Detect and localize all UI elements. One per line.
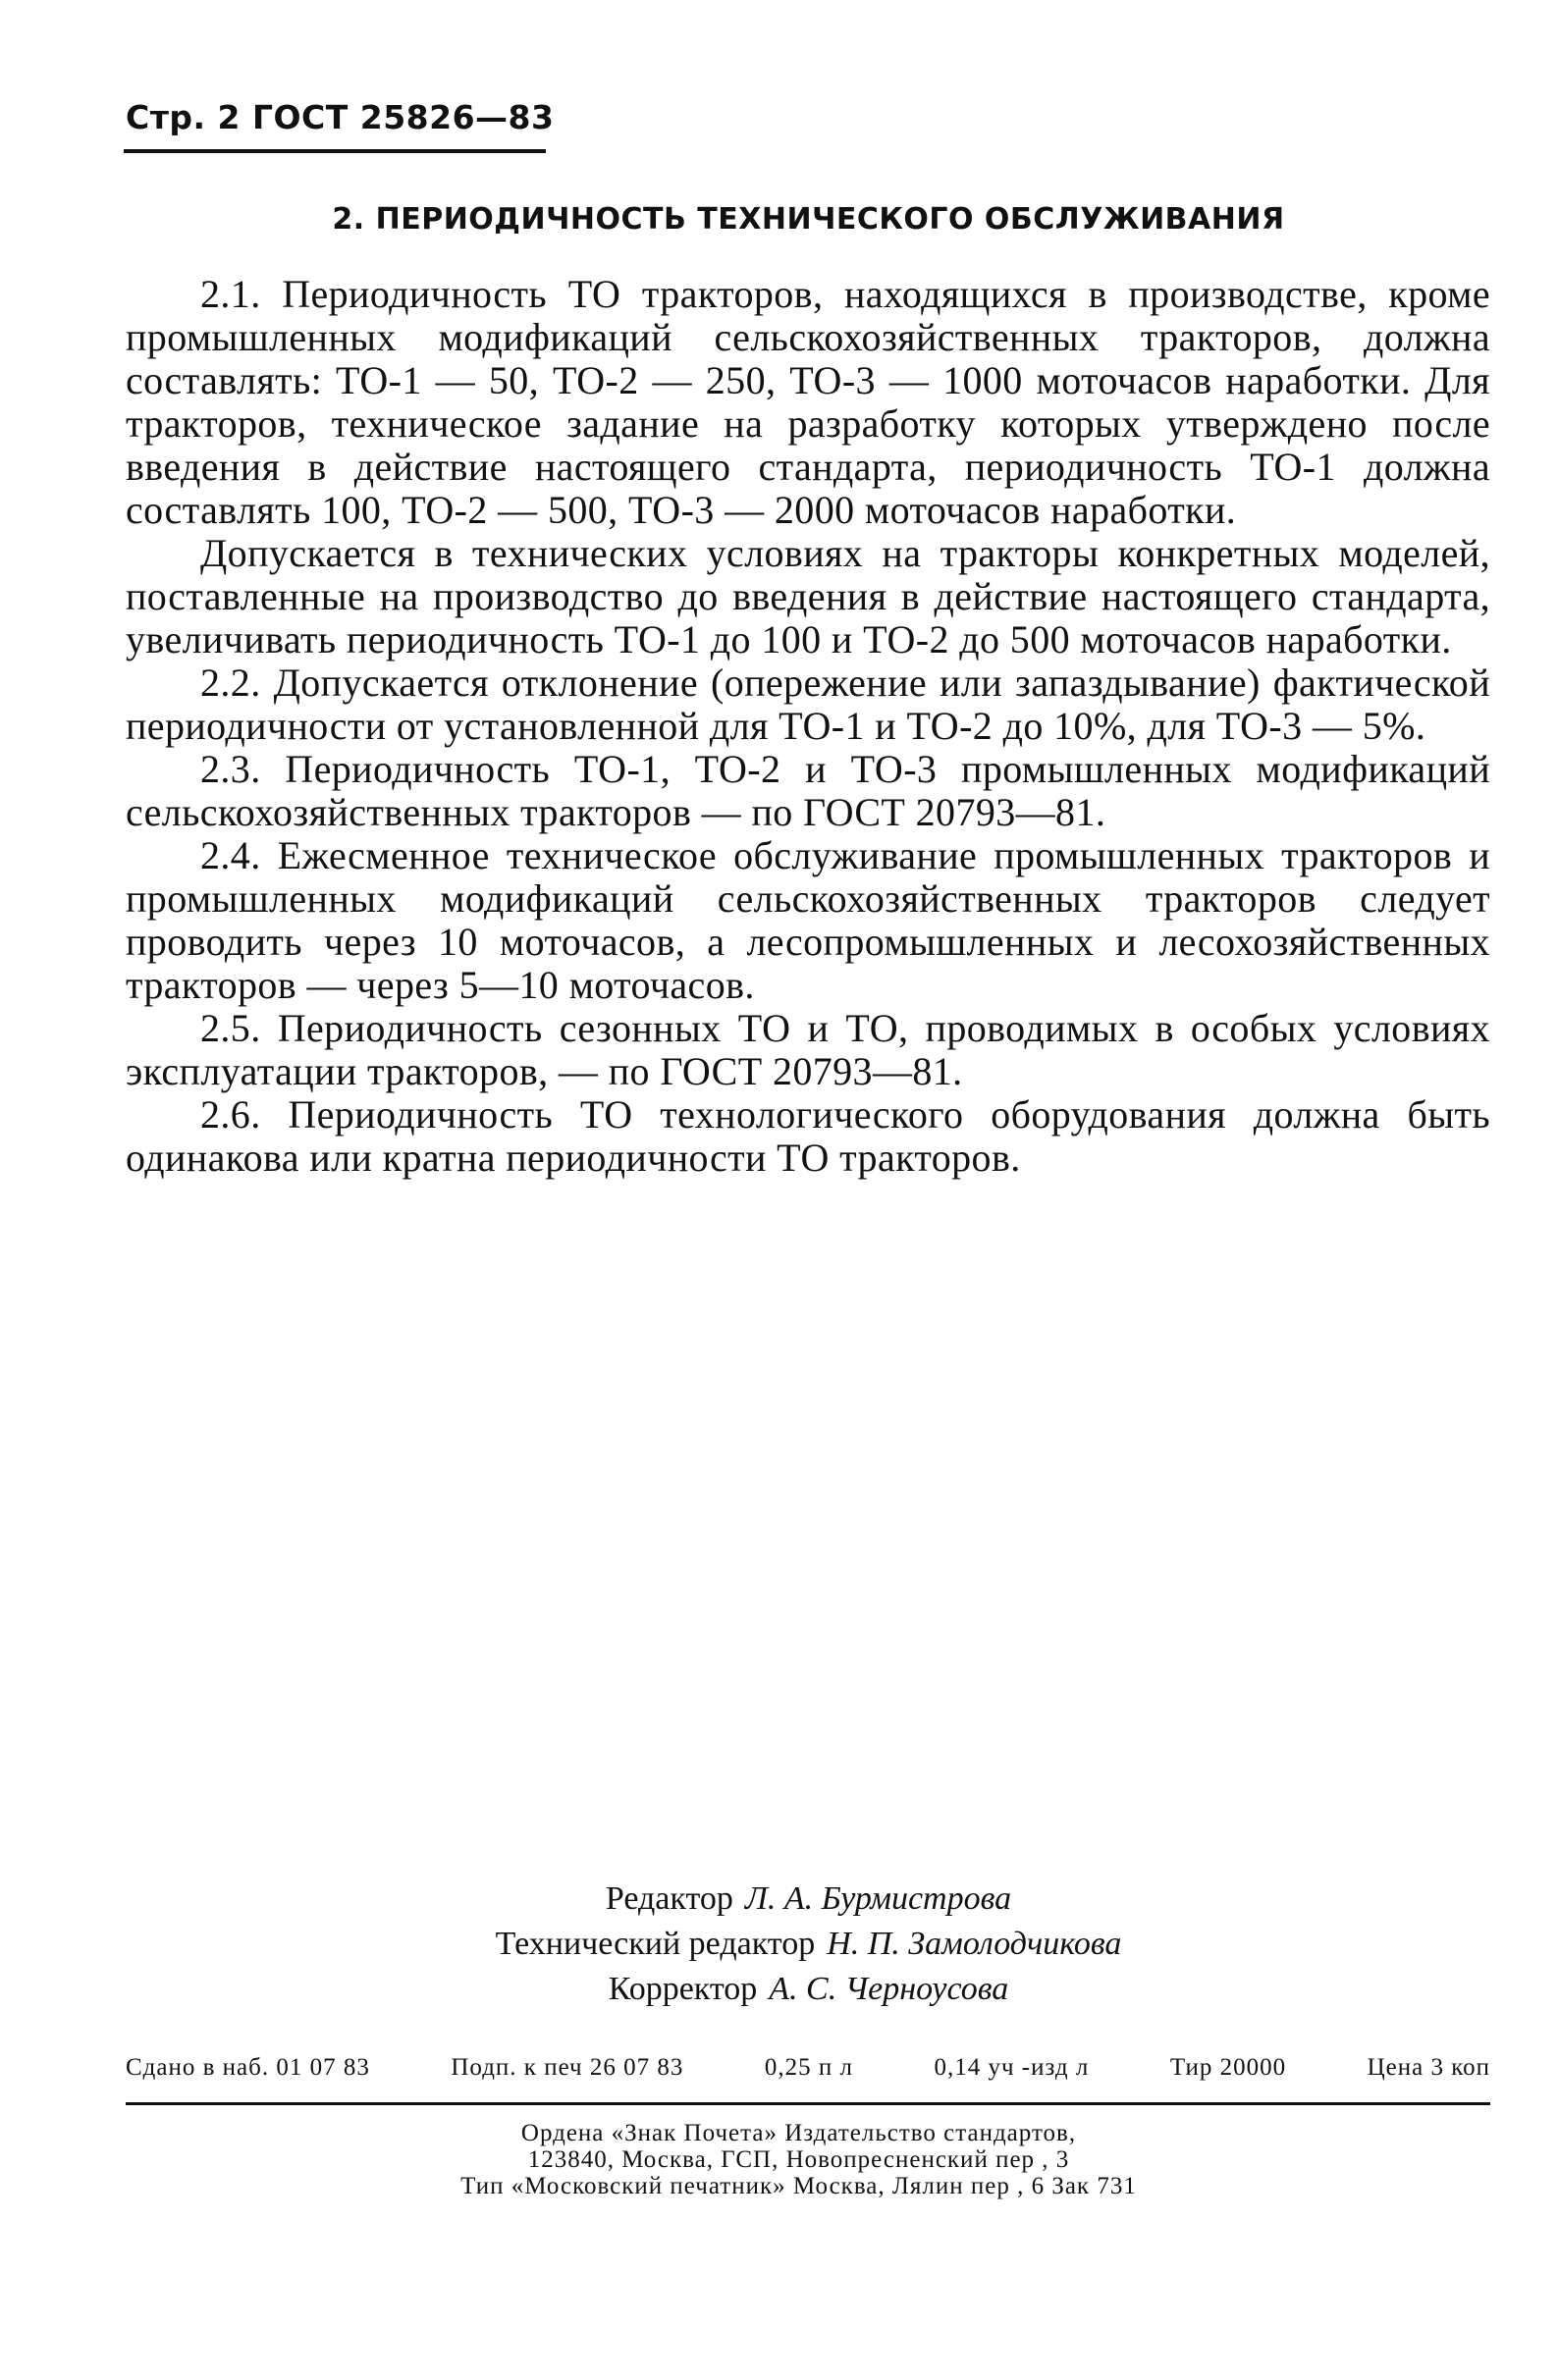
paragraph-2-5: 2.5. Периодичность сезонных ТО и ТО, проводимых в особых условиях эксплуатации тракторов, — по ГОСТ 20793—81.	[126, 1006, 1490, 1093]
imprint-sheets: 0,25 п л	[764, 2054, 853, 2081]
imprint-signed: Подп. к печ 26 07 83	[451, 2054, 684, 2081]
paragraph-2-2: 2.2. Допускается отклонение (опережение или запаздывание) фактической периодичности от установленной для ТО-1 и ТО-2 до 10%, для ТО-3 — 5%.	[126, 661, 1490, 748]
body-text	[126, 273, 1490, 1180]
credit-role: Редактор	[605, 1880, 733, 1917]
credit-tech-editor	[0, 1922, 1558, 1967]
paragraph-2-4: 2.4. Ежесменное техническое обслуживание промышленных тракторов и промышленных модификаций сельскохозяйственных тракторов следует проводить через 10 моточасов, а лесопромышленных и лесохозяйственных тракторов — через 5—10 моточасов.	[126, 833, 1490, 1007]
credit-editor	[0, 1877, 1558, 1922]
header-rule	[124, 149, 546, 153]
publisher-line-3: Тип «Московский печатник» Москва, Лялин пер , 6 Зак 731	[460, 2173, 1137, 2199]
credit-proofreader	[0, 1967, 1558, 2012]
paragraph-2-1: 2.1. Периодичность ТО тракторов, находящихся в производстве, кроме промышленных модификаций сельскохозяйственных тракторов, должна составлять: ТО-1 — 50, ТО-2 — 250, ТО-3 — 1000 моточасов наработки. Для тракторов, техническое задание на разработку которых утверждено после введения в действие настоящего стандарта, периодичность ТО-1 должна составлять 100, ТО-2 — 500, ТО-3 — 2000 моточасов наработки.	[126, 272, 1490, 532]
credit-name: А. С. Черноусова	[769, 1971, 1009, 2007]
imprint-circulation: Тир 20000	[1169, 2054, 1287, 2081]
paragraph-2-6: 2.6. Периодичность ТО технологического оборудования должна быть одинакова или кратна периодичности ТО тракторов.	[126, 1092, 1490, 1180]
credit-role: Корректор	[608, 1971, 758, 2007]
paragraph-2-1-note: Допускается в технических условиях на тракторы конкретных моделей, поставленные на производство до введения в действие настоящего стандарта, увеличивать периодичность ТО-1 до 100 и ТО-2 до 500 моточасов наработки.	[126, 531, 1490, 661]
credit-name: Н. П. Замолодчикова	[827, 1926, 1122, 1962]
credit-role: Технический редактор	[495, 1926, 816, 1962]
publisher-line-1: Ордена «Знак Почета» Издательство стандартов,	[520, 2120, 1077, 2146]
section-title: 2. ПЕРИОДИЧНОСТЬ ТЕХНИЧЕСКОГО ОБСЛУЖИВАНИЯ	[332, 202, 1285, 237]
publisher-block	[0, 2120, 1558, 2199]
imprint-line	[126, 2054, 1490, 2082]
page-header: Стр. 2 ГОСТ 25826—83	[126, 98, 555, 136]
credit-name: Л. А. Бурмистрова	[744, 1880, 1012, 1917]
publisher-line-2: 123840, Москва, ГСП, Новопресненский пер , 3	[527, 2146, 1070, 2173]
imprint-price: Цена 3 коп	[1367, 2054, 1490, 2081]
credits-block	[0, 1877, 1558, 2012]
imprint-rule	[126, 2102, 1490, 2105]
imprint-edition-sheets: 0,14 уч -изд л	[934, 2054, 1090, 2081]
imprint-submitted: Сдано в наб. 01 07 83	[126, 2054, 370, 2081]
paragraph-2-3: 2.3. Периодичность ТО-1, ТО-2 и ТО-3 промышленных модификаций сельскохозяйственных тракторов — по ГОСТ 20793—81.	[126, 747, 1490, 834]
